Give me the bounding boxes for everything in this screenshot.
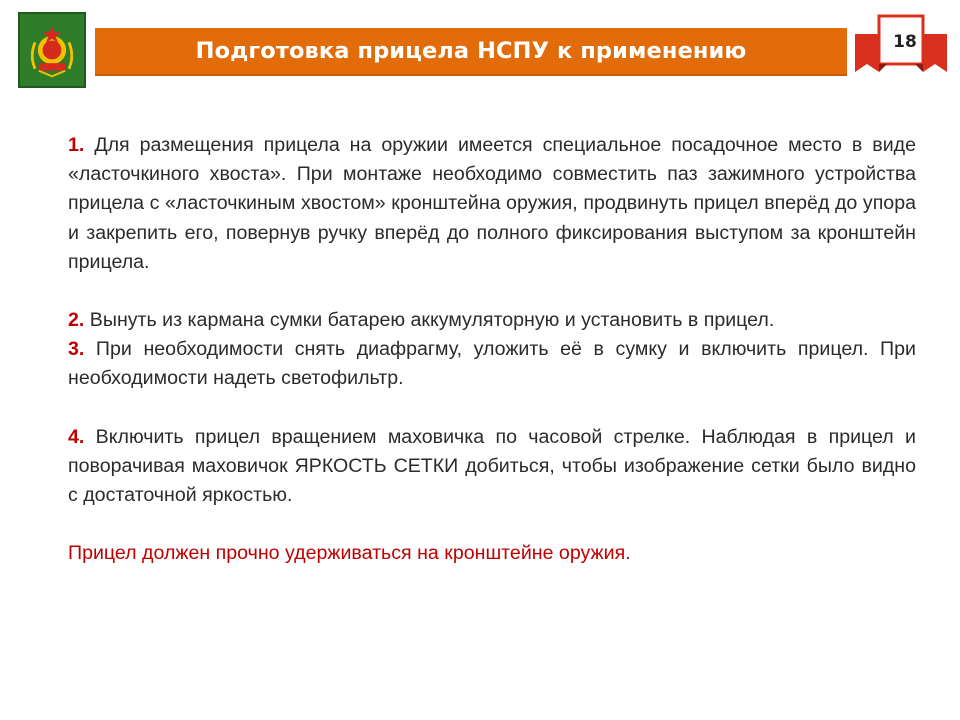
step-1: [68, 131, 916, 277]
step-number: 1.: [68, 134, 85, 156]
instructions-body: [68, 131, 916, 568]
step-text: Включить прицел вращением маховичка по часовой стрелке. Наблюдая в прицел и поворачивая маховичок ЯРКОСТЬ СЕТКИ добиться, чтобы изображение сетки было видно с достаточной яркостью.: [68, 425, 916, 507]
title-bar: [95, 28, 847, 76]
step-text: Для размещения прицела на оружии имеется специальное посадочное место в виде «ласточкиного хвоста». При монтаже необходимо совместить паз зажимного устройства прицела с «ласточкиным хвостом» кронштейна оружия, продвинуть прицел вперёд до упора и закрепить его, повернув ручку вперёд до полного фиксирования выступом за кронштейн прицела.: [68, 134, 916, 273]
step-number: 4.: [68, 425, 85, 448]
step-number: 3.: [68, 338, 85, 361]
step-text: Вынуть из кармана сумки батарею аккумуляторную и установить в прицел.: [84, 309, 775, 332]
military-academy-emblem-icon: [20, 14, 84, 86]
page-number-badge: [853, 14, 949, 80]
step-2: [68, 306, 916, 335]
warning-note: Прицел должен прочно удерживаться на кронштейне оружия.: [68, 542, 631, 565]
step-text: При необходимости снять диафрагму, уложить её в сумку и включить прицел. При необходимости надеть светофильтр.: [68, 338, 916, 390]
page-title: Подготовка прицела НСПУ к применению: [195, 38, 747, 64]
step-3: [68, 335, 916, 393]
emblem-logo: [18, 12, 86, 88]
step-4: [68, 423, 916, 511]
step-number: 2.: [68, 309, 85, 332]
page-number: 18: [893, 32, 917, 52]
